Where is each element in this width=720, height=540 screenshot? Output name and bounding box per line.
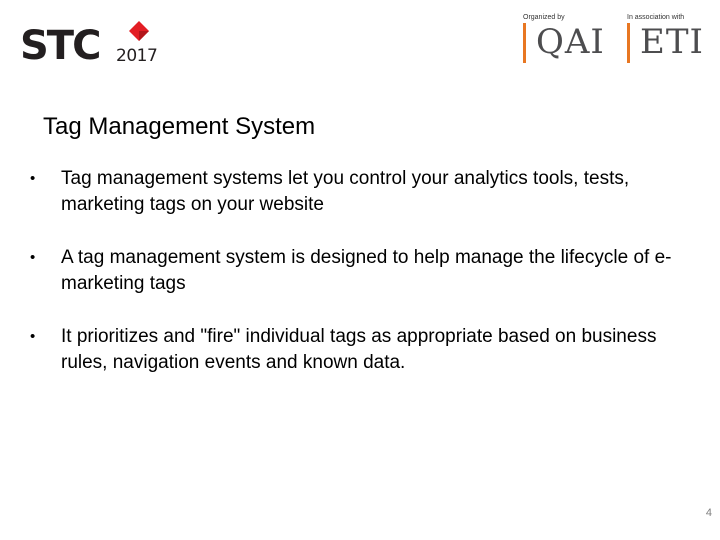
qai-divider-bar bbox=[523, 23, 526, 63]
diamond-logo-icon bbox=[128, 20, 150, 42]
stc-logo-text: STC bbox=[20, 23, 100, 69]
bullet-icon: • bbox=[30, 170, 36, 187]
stc-2017-logo bbox=[20, 20, 180, 70]
page-number: 4 bbox=[705, 507, 712, 519]
organized-by-label: Organized by bbox=[523, 14, 565, 21]
bullet-icon: • bbox=[30, 328, 36, 345]
bullet-list bbox=[30, 166, 690, 403]
bullet-item bbox=[30, 166, 690, 218]
association-label: In association with bbox=[627, 14, 685, 21]
bullet-text: A tag management system is designed to help manage the lifecycle of e-marketing tags bbox=[61, 247, 672, 294]
bullet-item bbox=[30, 245, 690, 297]
bullet-item bbox=[30, 324, 690, 376]
slide-title: Tag Management System bbox=[43, 113, 316, 140]
stc-logo-year: 2017 bbox=[116, 46, 158, 66]
bullet-text: Tag management systems let you control your analytics tools, tests, marketing tags on your website bbox=[61, 168, 630, 215]
eti-divider-bar bbox=[627, 23, 630, 63]
qai-logo: QAI bbox=[536, 22, 605, 62]
bullet-text: It prioritizes and "fire" individual tags as appropriate based on business rules, navigation events and known data. bbox=[61, 326, 657, 373]
eti-logo: ETI bbox=[640, 22, 704, 62]
bullet-icon: • bbox=[30, 249, 36, 266]
